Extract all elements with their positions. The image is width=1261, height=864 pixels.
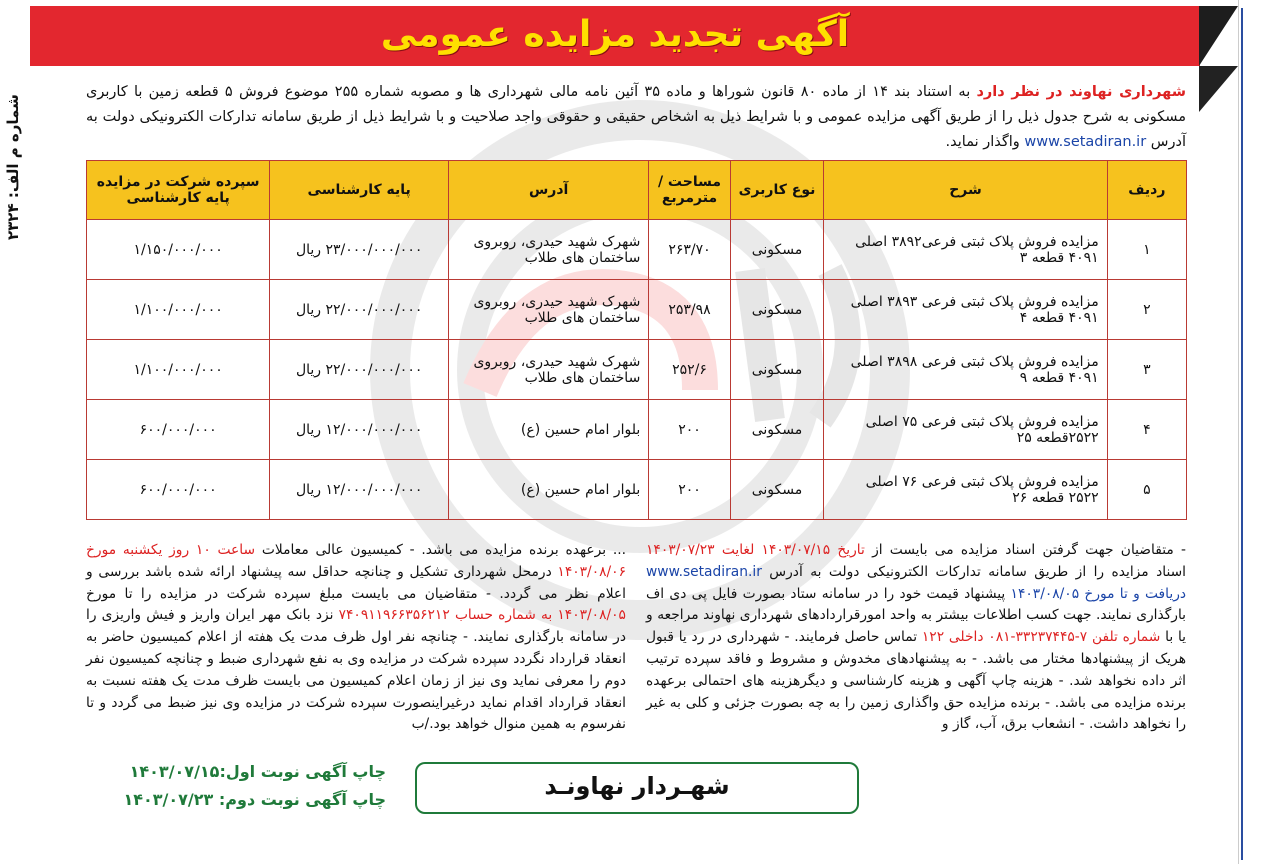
row-description: مزایده فروش پلاک ثبتی فرعی ۳۸۹۳ اصلی ۴۰۹۱ قطعه ۴	[824, 280, 1107, 340]
row-base-price: ۲۲/۰۰۰/۰۰۰/۰۰۰ ریال	[270, 280, 449, 340]
row-deposit: ۶۰۰/۰۰۰/۰۰۰	[87, 400, 270, 460]
row-area: ۲۵۲/۶	[649, 340, 730, 400]
title-banner	[30, 6, 1200, 66]
setadiran-link[interactable]: www.setadiran.ir	[1024, 134, 1147, 150]
row-number: ۴	[1107, 400, 1186, 460]
cond-r-text-2: اسناد مزایده را از طریق سامانه تدارکات الکترونیکی دولت به آدرس	[761, 563, 1186, 580]
intro-text: به استناد بند ۱۴ از ماده ۸۰ قانون شوراها و ماده ۳۵ آئین نامه مالی شهرداری ها و مصوبه شماره ۲۵۵ موضوع فروش ۵ قطعه زمین با کاربری مسکونی به شرح جدول ذیل را از طریق آگهی مزایده عمومی و با شرایط ذیل به اشخاص حقیقی و حقوقی واجد صلاحیت و با شرایط ذیل از طریق سامانه تدارکات الکترونیکی دولت به آدرس	[86, 84, 1186, 150]
row-deposit: ۶۰۰/۰۰۰/۰۰۰	[87, 460, 270, 520]
intro-paragraph	[86, 80, 1186, 155]
signature-box	[415, 762, 859, 814]
publication-second: چاپ آگهی نوبت دوم: ۱۴۰۳/۰۷/۲۳	[123, 790, 386, 809]
table-row	[87, 460, 1187, 520]
table-row	[87, 280, 1187, 340]
row-number: ۵	[1107, 460, 1186, 520]
row-usage: مسکونی	[730, 460, 824, 520]
notice-title: آگهی تجدید مزایده عمومی	[380, 14, 850, 55]
issue-number: شماره م الف: ۲۳۲۴	[4, 94, 22, 240]
row-base-price: ۲۲/۰۰۰/۰۰۰/۰۰۰ ریال	[270, 340, 449, 400]
header-area: مساحت / مترمربع	[649, 161, 730, 220]
corner-decoration	[1199, 6, 1238, 66]
header-usage: نوع کاربری	[730, 161, 824, 220]
row-base-price: ۲۳/۰۰۰/۰۰۰/۰۰۰ ریال	[270, 220, 449, 280]
row-number: ۳	[1107, 340, 1186, 400]
row-address: بلوار امام حسین (ع)	[449, 460, 649, 520]
publication-dates	[86, 758, 386, 814]
row-usage: مسکونی	[730, 400, 824, 460]
row-address: شهرک شهید حیدری، روبروی ساختمان های طلاب	[449, 280, 649, 340]
row-area: ۲۶۳/۷۰	[649, 220, 730, 280]
cond-r-phone: شماره تلفن ۷-۳۳۲۳۷۴۴۵-۰۸۱ داخلی ۱۲۲	[921, 629, 1161, 646]
row-description: مزایده فروش پلاک ثبتی فرعی ۷۵ اصلی ۲۵۲۲قطعه ۲۵	[824, 400, 1107, 460]
table-row	[87, 400, 1187, 460]
cond-r-text-4: تماس حاصل فرمایند. - شهرداری در رد یا قبول هریک از پیشنهادها مختار می باشد. - به پیشنهادهای مخدوش و مشروط و فاقد سپرده ترتیب اثر داده نخواهد شد. - هزینه چاپ آگهی و هزینه کارشناسی و دیگرهزینه های احتمالی برعهده برنده مزایده می باشد. - برنده مزایده حق واگذاری زمین را به چه بصورت جزئی و کلی به غیر را نخواهد داشت. - انشعاب برق، آب، گاز و	[646, 629, 1186, 733]
row-deposit: ۱/۱۵۰/۰۰۰/۰۰۰	[87, 220, 270, 280]
cond-r-dates: تاریخ ۱۴۰۳/۰۷/۱۵ لغایت ۱۴۰۳/۰۷/۲۳	[646, 542, 865, 558]
conditions-right-column	[646, 540, 1186, 736]
edge-line	[1241, 8, 1243, 860]
page-edge	[1238, 0, 1261, 864]
row-area: ۲۰۰	[649, 400, 730, 460]
conditions-left-column	[86, 540, 626, 736]
intro-tail: واگذار نماید.	[945, 134, 1025, 150]
row-deposit: ۱/۱۰۰/۰۰۰/۰۰۰	[87, 340, 270, 400]
row-base-price: ۱۲/۰۰۰/۰۰۰/۰۰۰ ریال	[270, 460, 449, 520]
row-usage: مسکونی	[730, 340, 824, 400]
cond-r-link[interactable]: www.setadiran.ir دریافت و تا مورخ ۱۴۰۳/۰۸/۰۵	[646, 563, 1186, 602]
row-number: ۱	[1107, 220, 1186, 280]
row-area: ۲۵۳/۹۸	[649, 280, 730, 340]
row-base-price: ۱۲/۰۰۰/۰۰۰/۰۰۰ ریال	[270, 400, 449, 460]
row-description: مزایده فروش پلاک ثبتی فرعی ۳۸۹۸ اصلی ۴۰۹۱ قطعه ۹	[824, 340, 1107, 400]
signature: شهـردار نهاونـد	[544, 772, 730, 800]
header-address: آدرس	[449, 161, 649, 220]
table-row	[87, 220, 1187, 280]
cond-r-text-1: - متقاضیان جهت گرفتن اسناد مزایده می بایست از	[864, 542, 1186, 558]
header-row-number: ردیف	[1107, 161, 1186, 220]
row-area: ۲۰۰	[649, 460, 730, 520]
header-base-price: پایه کارشناسی	[270, 161, 449, 220]
publication-first: چاپ آگهی نوبت اول:۱۴۰۳/۰۷/۱۵	[129, 762, 386, 781]
row-usage: مسکونی	[730, 280, 824, 340]
row-address: شهرک شهید حیدری، روبروی ساختمان های طلاب	[449, 220, 649, 280]
cond-l-text-1: ... برعهده برنده مزایده می باشد. - کمیسیون عالی معاملات	[255, 542, 626, 558]
row-number: ۲	[1107, 280, 1186, 340]
row-description: مزایده فروش پلاک ثبتی فرعی ۷۶ اصلی ۲۵۲۲ قطعه ۲۶	[824, 460, 1107, 520]
row-deposit: ۱/۱۰۰/۰۰۰/۰۰۰	[87, 280, 270, 340]
table-header-row	[87, 161, 1187, 220]
row-address: بلوار امام حسین (ع)	[449, 400, 649, 460]
cond-l-account: ۱۴۰۳/۰۸/۰۵ به شماره حساب ۷۴۰۹۱۱۹۶۶۳۵۶۲۱۲	[338, 607, 626, 624]
row-address: شهرک شهید حیدری، روبروی ساختمان های طلاب	[449, 340, 649, 400]
cond-l-text-2: درمحل شهرداری تشکیل و چنانچه حداقل سه پیشنهاد ارائه شده باشد بررسی و اعلام نظر می گردد. - متقاضیان می بایست مبلغ سپرده شرکت در مزایده را تا مورخ	[86, 563, 626, 602]
header-description: شرح	[824, 161, 1107, 220]
table-row	[87, 340, 1187, 400]
cond-r-text-3: پیشنهاد قیمت خود را در سامانه ستاد بصورت فایل پی دی اف بارگذاری نمایند. جهت کسب اطلاعات بیشتر به واحد امورقراردادهای شهرداری نهاوند مراجعه و یا با	[646, 585, 1187, 646]
edge-triangle-decoration	[1199, 66, 1238, 112]
cond-l-text-3: نزد بانک مهر ایران واریز و فیش واریزی را در سامانه بارگذاری نمایند. - چنانچه نفر اول ظرف مدت یک هفته از اعلام کمیسیون حاضر به انعقاد قرارداد نگردد سپرده شرکت در مزایده وی به نفع شهرداری ضبط و چنانچه کمیسیون نفر دوم را معرفی نماید وی نیز از زمان اعلام کمیسیون می بایست ظرف مدت یک هفته نسبت به انعقاد قرارداد اقدام نماید درغیراینصورت سپرده شرکت در مزایده وی نیز ضبط می گردد و تا نفرسوم به همین منوال خواهد بود./ب	[86, 607, 626, 733]
row-usage: مسکونی	[730, 220, 824, 280]
header-deposit: سپرده شرکت در مزایده پایه کارشناسی	[87, 161, 270, 220]
intro-lead: شهرداری نهاوند در نظر دارد	[976, 84, 1186, 100]
lots-table	[86, 160, 1187, 520]
cond-l-session-time: ساعت ۱۰ روز یکشنبه مورخ ۱۴۰۳/۰۸/۰۶	[86, 542, 626, 580]
row-description: مزایده فروش پلاک ثبتی فرعی۳۸۹۲ اصلی ۴۰۹۱ قطعه ۳	[824, 220, 1107, 280]
